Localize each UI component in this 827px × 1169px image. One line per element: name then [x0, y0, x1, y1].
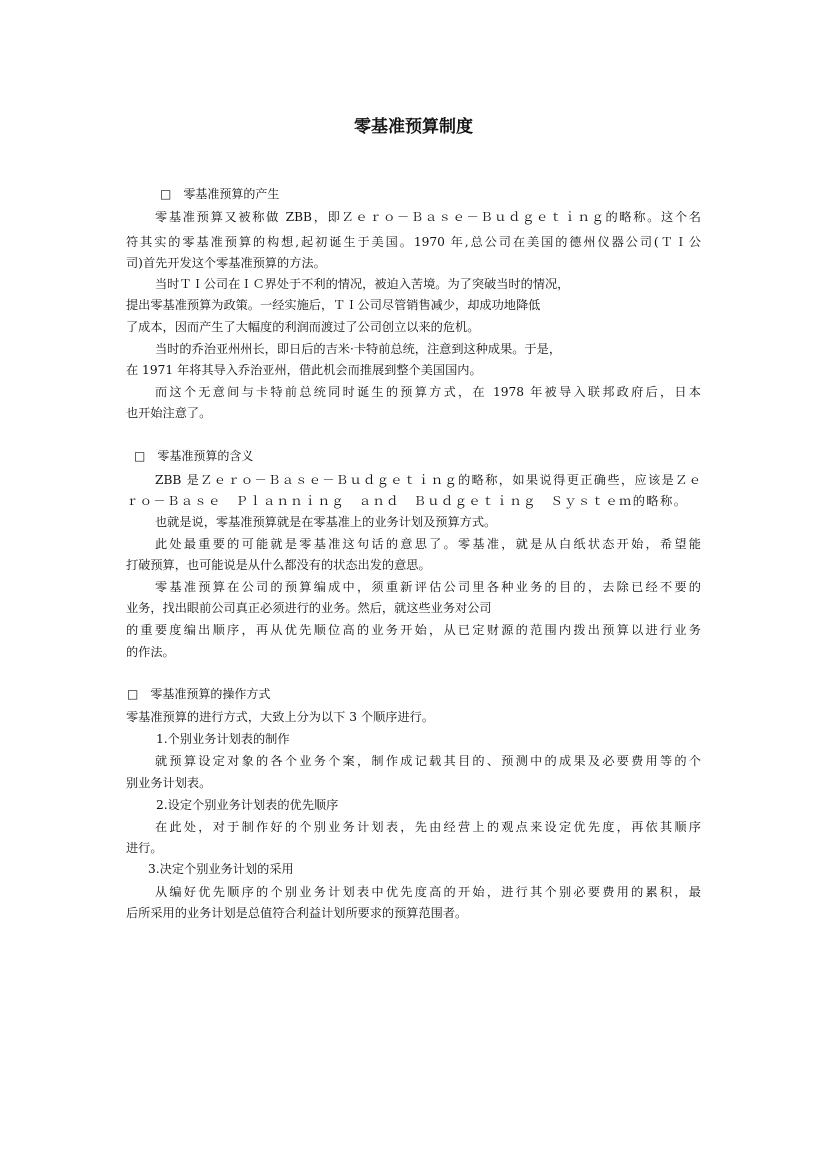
paragraph-line: 零基准预算又被称做 ZBB，即Ｚｅｒｏ－Ｂａｓｅ－Ｂｕｄｇｅｔｉｎｇ的略称。这个名 — [155, 210, 701, 224]
paragraph-line: 后所采用的业务计划是总值符合利益计划所要求的预算范围者。 — [126, 906, 468, 920]
paragraph-line: 打破预算，也可能说是从什么都没有的状态出发的意思。 — [126, 558, 431, 572]
paragraph-line: 的作法。 — [126, 645, 175, 659]
paragraph-line: ZBB 是Ｚｅｒｏ－Ｂａｓｅ－Ｂｕｄｇｅｔｉｎｇ的略称，如果说得更正确些，应该是Ｚｅ — [155, 473, 701, 487]
numbered-step-3: 3.决定个别业务计划的采用 — [148, 862, 294, 876]
paragraph-line: 零基准预算的进行方式，大致上分为以下 3 个顺序进行。 — [126, 710, 435, 724]
paragraph-line: 而这个无意间与卡特前总统同时诞生的预算方式，在 1978 年被导入联邦政府后，日本 — [155, 385, 701, 399]
paragraph-line: 在此处，对于制作好的个别业务计划表，先由经营上的观点来设定优先度，再依其顺序 — [155, 820, 701, 834]
paragraph-line: 零基准预算在公司的预算编成中，须重新评估公司里各种业务的目的，去除已经不要的 — [155, 580, 701, 594]
paragraph-line: 也开始注意了。 — [126, 406, 212, 420]
paragraph-line: 就预算设定对象的各个业务个案，制作成记载其目的、预测中的成果及必要费用等的个 — [155, 754, 701, 768]
numbered-step-2: 2.设定个别业务计划表的优先顺序 — [156, 798, 339, 812]
paragraph-line: 符其实的零基准预算的构想,起初诞生于美国。1970 年,总公司在美国的德州仪器公司(ＴＩ公 — [126, 235, 701, 249]
paragraph-line: 别业务计划表。 — [126, 776, 212, 790]
paragraph-line: 业务，找出眼前公司真正必须进行的业务。然后，就这些业务对公司 — [126, 601, 492, 615]
paragraph-line: 司)首先开发这个零基准预算的方法。 — [126, 256, 326, 270]
section-heading-origin: □ 零基准预算的产生 — [160, 187, 280, 201]
paragraph-line: 在 1971 年将其导入乔治亚州，借此机会而推展到整个美国国内。 — [126, 363, 482, 377]
document-title: 零基准预算制度 — [354, 117, 473, 137]
numbered-step-1: 1.个别业务计划表的制作 — [156, 732, 290, 746]
paragraph-line: 了成本，因而产生了大幅度的利润而渡过了公司创立以来的危机。 — [126, 320, 480, 334]
paragraph-line: 提出零基准预算为政策。一经实施后，ＴＩ公司尽管销售减少，却成功地降低 — [126, 298, 541, 312]
paragraph-line: 进行。 — [126, 841, 163, 855]
section-heading-meaning: □ 零基准预算的含义 — [134, 449, 254, 463]
paragraph-line: 此处最重要的可能就是零基准这句话的意思了。零基准，就是从白纸状态开始，希望能 — [155, 537, 701, 551]
paragraph-line: 从编好优先顺序的个别业务计划表中优先度高的开始，进行其个别必要费用的累积，最 — [155, 885, 701, 899]
paragraph-line: 的重要度编出顺序，再从优先顺位高的业务开始，从已定财源的范围内拨出预算以进行业务 — [126, 623, 701, 637]
section-heading-operation: □ 零基准预算的操作方式 — [127, 687, 271, 701]
paragraph-line: 也就是说，零基准预算就是在零基准上的业务计划及预算方式。 — [155, 515, 497, 529]
paragraph-line: ｒｏ－Ｂａｓｅ Ｐｌａｎｎｉｎｇ ａｎｄ Ｂｕｄｇｅｔｉｎｇ Ｓｙｓｔｅｍ的略称。 — [126, 494, 686, 508]
paragraph-line: 当时的乔治亚州州长，即日后的吉米·卡特前总统，注意到这种成果。于是， — [155, 342, 562, 356]
paragraph-line: 当时ＴＩ公司在ＩＣ界处于不利的情况，被迫入苦境。为了突破当时的情况， — [155, 277, 570, 291]
